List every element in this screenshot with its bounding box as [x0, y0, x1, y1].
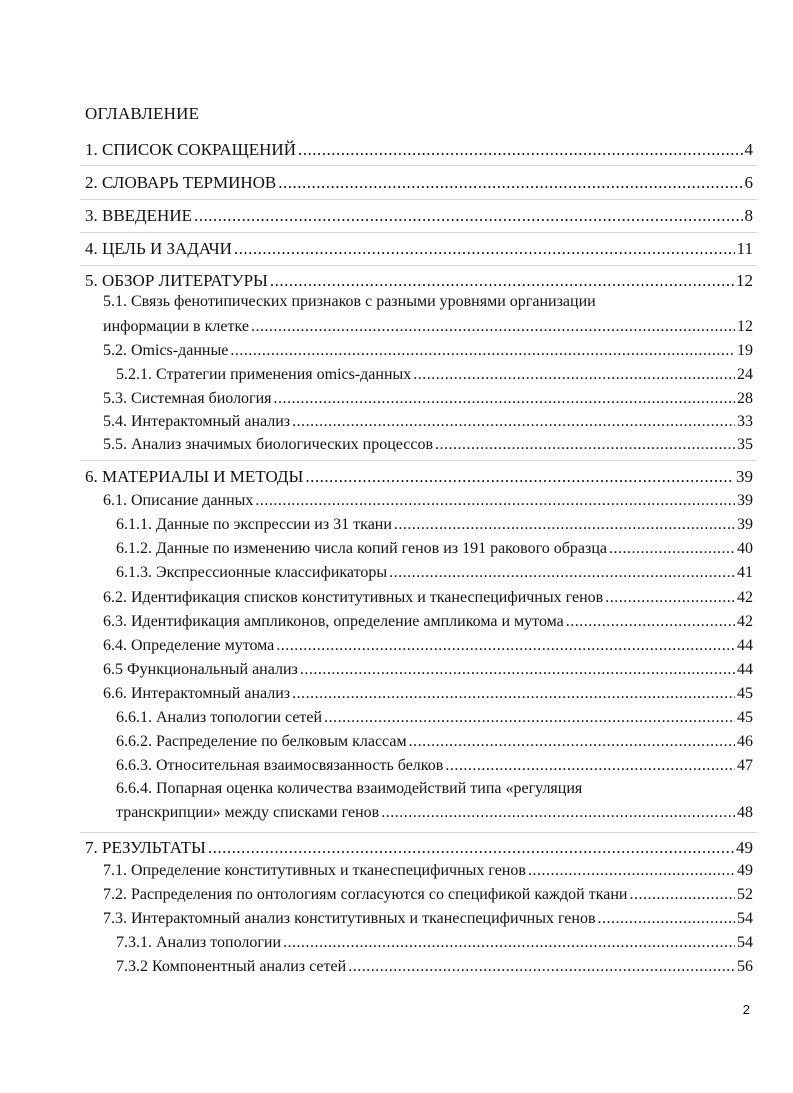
page-number: 2 — [742, 1002, 750, 1017]
toc-entry[interactable]: 6.6.3. Относительная взаимосвязанность белков ..... 47 — [116, 757, 753, 775]
toc-entry[interactable]: 7.3.1. Анализ топологии ..... 54 — [116, 934, 753, 952]
toc-entry[interactable]: 6. МАТЕРИАЛЫ И МЕТОДЫ ..... 39 — [85, 467, 753, 487]
separator — [80, 165, 757, 166]
toc-entry-line1: 5.1. Связь фенотипических признаков с разными уровнями организации — [103, 293, 596, 310]
toc-entry[interactable]: 6.1.2. Данные по изменению числа копий генов из 191 ракового образца ..... 40 — [116, 540, 753, 558]
separator — [80, 232, 757, 233]
toc-title: ОГЛАВЛЕНИЕ — [85, 104, 200, 123]
toc-entry[interactable]: 7. РЕЗУЛЬТАТЫ ..... 49 — [85, 838, 753, 858]
toc-entry[interactable]: информации в клетке ..... 12 — [103, 318, 753, 336]
toc-entry[interactable]: 6.2. Идентификация списков конститутивных и тканеспецифичных генов ..... 42 — [103, 589, 753, 607]
toc-entry[interactable]: 5.3. Системная биология ..... 28 — [103, 390, 753, 408]
toc-entry[interactable]: 6.6.2. Распределение по белковым классам ..... 46 — [116, 733, 753, 751]
toc-entry[interactable]: 3. ВВЕДЕНИЕ ..... 8 — [85, 206, 753, 226]
toc-entry[interactable]: транскрипции» между списками генов ..... 48 — [116, 804, 753, 822]
toc-entry[interactable]: 6.1.3. Экспрессионные классификаторы ..... 41 — [116, 564, 753, 582]
toc-entry[interactable]: 5.2. Omics-данные ..... 19 — [103, 342, 753, 360]
toc-entry[interactable]: 1. СПИСОК СОКРАЩЕНИЙ ..... 4 — [85, 140, 753, 160]
toc-entry[interactable]: 7.3. Интерактомный анализ конститутивных и тканеспецифичных генов ..... 54 — [103, 910, 753, 928]
toc-entry[interactable]: 6.3. Идентификация ампликонов, определение ампликома и мутома ..... 42 — [103, 613, 753, 631]
toc-entry[interactable]: 6.6. Интерактомный анализ ..... 45 — [103, 685, 753, 703]
toc-entry[interactable]: 6.4. Определение мутома ..... 44 — [103, 637, 753, 655]
toc-entry[interactable]: 6.1.1. Данные по экспрессии из 31 ткани ..... 39 — [116, 516, 753, 534]
toc-entry[interactable]: 7.3.2 Компонентный анализ сетей ..... 56 — [116, 958, 753, 976]
toc-entry[interactable]: 6.1. Описание данных ..... 39 — [103, 492, 753, 510]
separator — [80, 199, 757, 200]
toc-entry[interactable]: 4. ЦЕЛЬ И ЗАДАЧИ ..... 11 — [85, 239, 753, 259]
toc-entry[interactable]: 5.2.1. Стратегии применения omics-данных ..... 24 — [116, 366, 753, 384]
separator — [80, 832, 757, 833]
separator — [80, 265, 757, 266]
toc-entry[interactable]: 7.1. Определение конститутивных и тканеспецифичных генов ..... 49 — [103, 862, 753, 880]
toc-entry[interactable]: 5.4. Интерактомный анализ ..... 33 — [103, 413, 753, 431]
toc-entry[interactable]: 6.5 Функциональный анализ ..... 44 — [103, 661, 753, 679]
toc-entry[interactable]: 7.2. Распределения по онтологиям согласуются со спецификой каждой ткани ..... 52 — [103, 886, 753, 904]
toc-entry-line1: 6.6.4. Попарная оценка количества взаимодействий типа «регуляция — [116, 780, 583, 797]
separator — [80, 460, 757, 461]
toc-entry[interactable]: 5.5. Анализ значимых биологических процессов ..... 35 — [103, 436, 753, 454]
toc-entry[interactable]: 2. СЛОВАРЬ ТЕРМИНОВ ..... 6 — [85, 173, 753, 193]
toc-entry[interactable]: 6.6.1. Анализ топологии сетей ..... 45 — [116, 709, 753, 727]
toc-entry[interactable]: 5. ОБЗОР ЛИТЕРАТУРЫ ..... 12 — [85, 271, 753, 291]
